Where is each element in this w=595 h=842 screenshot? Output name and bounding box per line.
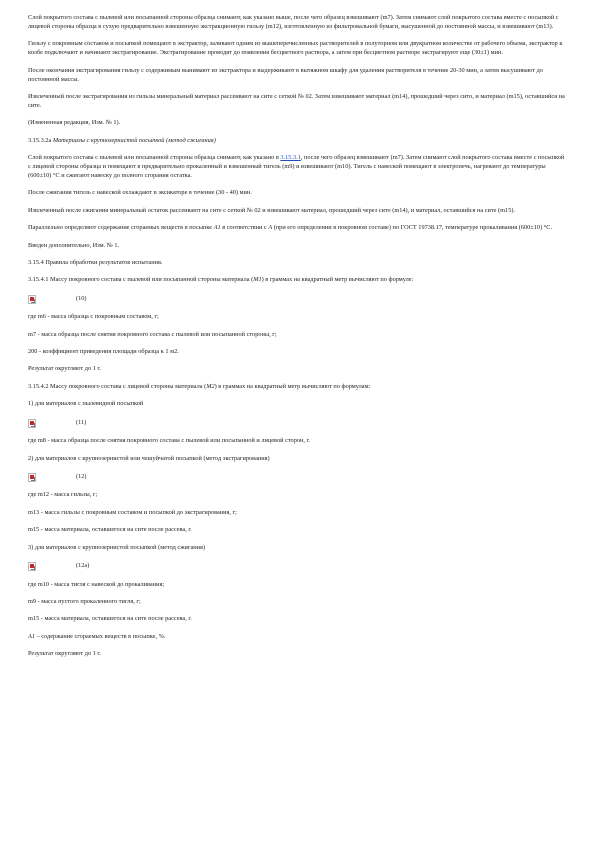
paragraph: где m10 - масса тигля с навеской до прокаливания; xyxy=(28,580,165,588)
amendment-note: (Измененная редакция, Изм. № 1). xyxy=(28,119,121,127)
broken-image-icon xyxy=(28,473,36,482)
paragraph: m7 - масса образца после снятия покровного состава с пылевой или посыпанной стороны, г; xyxy=(28,330,277,338)
paragraph: 3.15.4.2 Массу покровного состава с лицевой стороны материала (M2) в граммах на квадратный метр вычисляют по формулам: xyxy=(28,382,371,390)
formula-number: (11) xyxy=(76,418,87,426)
paragraph: 3) для материалов с крупнозернистой посыпкой (метод сжигания) xyxy=(28,543,206,551)
paragraph: Результат округляют до 1 г. xyxy=(28,365,101,373)
paragraph: Слой покрытого состава с пылевой или посыпанной стороны образца снимают, как указано выше, после чего образец взвешивают (m7). Затем снимают слой покрытого состава вместе с посыпкой с лицевой стороны образца в сухую предварительно взвешенную экстракционную гильзу (m12), изготовленную из фильтровальной бумаги, высушенной до постоянной массы, и взвешивают (m13). xyxy=(28,14,559,30)
formula-11 xyxy=(28,415,568,431)
paragraph: где m6 - масса образца с покровным составом, г; xyxy=(28,313,159,321)
paragraph: 200 - коэффициент приведения площади образца к 1 м2. xyxy=(28,348,179,356)
section-heading: 3.15.3.2а Материалы с крупнозернистой посыпкой (метод сжигания) xyxy=(28,136,216,144)
paragraph: 1) для материалов с пылевидной посыпкой xyxy=(28,400,144,408)
paragraph: Слой покрытого состава с пылевой или посыпанной стороны образца снимают, как указано в 3.15.3.1, после чего образец взвешивают (m7). Затем снимают слой покрытого состава вместе с посыпкой с лицевой стороны образца и помещают в предварительно прокаленный и взвешенный тигель (m9) и взвешивают (m10). Тигель с навеской помещают в электропечь, нагревают до температуры (600±10) °С и сжигают навеску до полного сгорания остатка. xyxy=(28,154,565,179)
amendment-note: Введен дополнительно, Изм. № 1. xyxy=(28,241,120,249)
paragraph: Извлеченный после экстрагирования из гильзы минеральный материал рассеивают на сите с сеткой № 02. Затем взвешивают материал (m14), прошедший через сито, и материал (m15), оставшийся на сите. xyxy=(28,92,565,109)
paragraph: m9 - масса пустого прокаленного тигля, г; xyxy=(28,598,141,605)
formula-number: (12а) xyxy=(76,562,90,570)
formula-number: (12) xyxy=(76,473,87,481)
document-page xyxy=(28,14,568,659)
paragraph: m15 - масса материала, оставшегося на сите после рассева, г. xyxy=(28,526,192,534)
broken-image-icon xyxy=(28,419,36,428)
formula-12a xyxy=(28,559,568,575)
paragraph: где m12 - масса гильзы, г; xyxy=(28,491,98,499)
paragraph: где m8 - масса образца после снятия покровного состава с пылевой или посыпанной и лицевой сторон, г. xyxy=(28,437,310,445)
paragraph: Результат округляют до 1 г. xyxy=(28,650,101,658)
paragraph: 2) для материалов с крупнозернистой или чешуйчатой посыпкой (метод экстрагирования) xyxy=(28,454,270,462)
paragraph: А1 – содержание сгораемых веществ в посыпке, %. xyxy=(28,632,166,640)
paragraph: 3.15.4.1 Массу покровного состава с пылевой или посыпанной стороны материала (M1) в граммах на квадратный метр вычисляют по формуле: xyxy=(28,276,414,284)
section-link[interactable]: 3.15.3.1 xyxy=(280,154,301,162)
paragraph: Извлеченный после сжигания минеральный остаток рассеивают на сите с сеткой № 02 и взвешивают материал, прошедший через сито (m14), и материал, оставшийся на сите (m15). xyxy=(28,206,516,214)
paragraph: m15 - масса материала, оставшегося на сите после рассева, г. xyxy=(28,615,192,623)
section-heading: 3.15.4 Правила обработки результатов испытания. xyxy=(28,258,163,266)
formula-number: (10) xyxy=(76,294,87,302)
formula-12 xyxy=(28,469,568,485)
paragraph: m13 - масса гильзы с покровным составом и посыпкой до экстрагирования, г; xyxy=(28,508,237,516)
paragraph: Гильзу с покровным составом и посыпкой помещают в экстрактор, заливают одним из вышеперечисленных растворителей в полуторном или двукратном количестве от рабочего объема, экстрактор к колбе подключают и начинают экстрагирование. Экстрагирование проводят до появления бесцветного раствора, а затем при бесцветном растворе экстрагируют еще (30±1) мин. xyxy=(28,40,563,57)
broken-image-icon xyxy=(28,295,36,304)
paragraph: После сжигания тигель с навеской охлаждают в эксикаторе в течение (30 - 40) мин. xyxy=(28,189,252,197)
broken-image-icon xyxy=(28,562,36,571)
paragraph: После окончания экстрагирования гильзу с содержимым вынимают из экстрактора и выдерживают в вытяжном шкафу для удаления растворителя в течение 20-30 мин, а затем высушивают до постоянной массы. xyxy=(28,66,543,83)
formula-10 xyxy=(28,291,568,307)
paragraph: Параллельно определяют содержание сгораемых веществ в посыпке А1 в соответствии с А (при его определении в покровном составе) по ГОСТ 19738.17, температуре прокаливания (600±10) °С. xyxy=(28,224,553,232)
